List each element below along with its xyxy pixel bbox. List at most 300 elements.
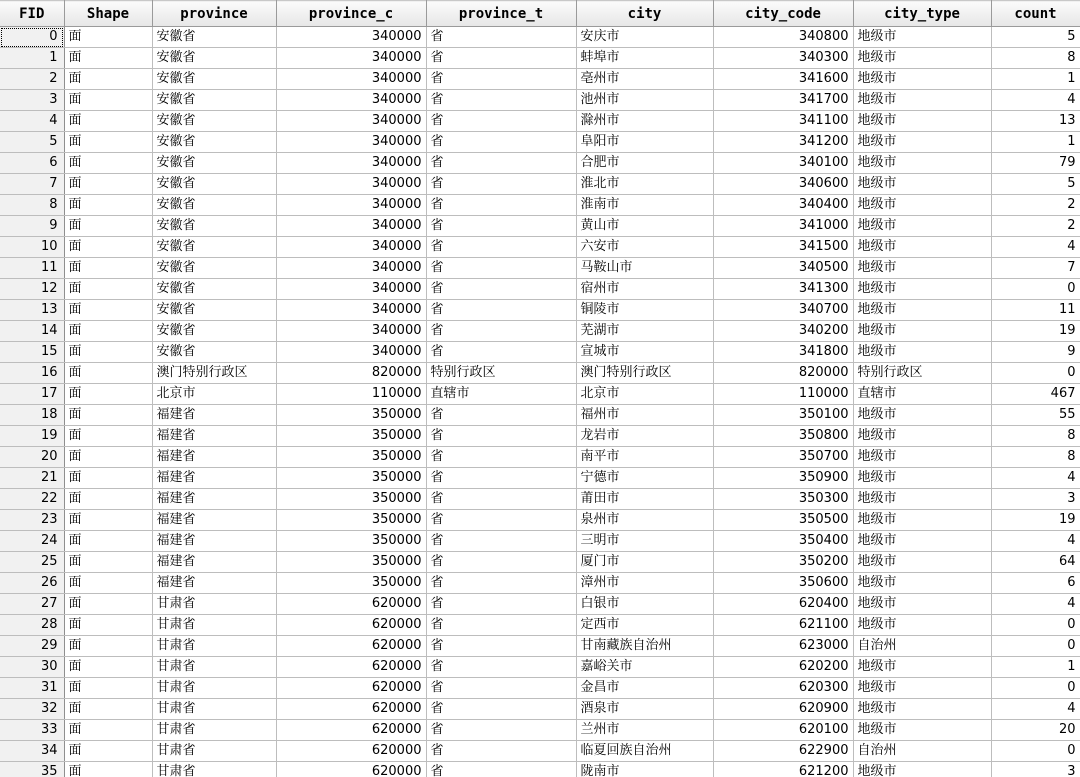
cell-province-type[interactable]: 省	[426, 27, 576, 48]
cell-fid[interactable]: 32	[0, 699, 64, 720]
cell-fid[interactable]: 35	[0, 762, 64, 777]
cell-count[interactable]: 4	[991, 594, 1080, 615]
cell-city-type[interactable]: 地级市	[853, 27, 991, 48]
cell-city[interactable]: 定西市	[576, 615, 713, 636]
cell-province-type[interactable]: 省	[426, 90, 576, 111]
cell-count[interactable]: 11	[991, 300, 1080, 321]
cell-province[interactable]: 安徽省	[152, 237, 276, 258]
column-header-city-type[interactable]: city_type	[853, 1, 991, 27]
cell-fid[interactable]: 15	[0, 342, 64, 363]
cell-fid[interactable]: 22	[0, 489, 64, 510]
cell-city[interactable]: 蚌埠市	[576, 48, 713, 69]
cell-city-code[interactable]: 341300	[713, 279, 853, 300]
cell-province-code[interactable]: 340000	[276, 216, 426, 237]
cell-province-type[interactable]: 省	[426, 510, 576, 531]
cell-shape[interactable]: 面	[64, 510, 152, 531]
cell-shape[interactable]: 面	[64, 657, 152, 678]
cell-city-type[interactable]: 地级市	[853, 111, 991, 132]
cell-count[interactable]: 19	[991, 321, 1080, 342]
cell-count[interactable]: 20	[991, 720, 1080, 741]
table-row[interactable]	[0, 468, 1080, 489]
cell-shape[interactable]: 面	[64, 300, 152, 321]
cell-count[interactable]: 4	[991, 699, 1080, 720]
cell-city-type[interactable]: 地级市	[853, 174, 991, 195]
cell-city-code[interactable]: 110000	[713, 384, 853, 405]
cell-count[interactable]: 7	[991, 258, 1080, 279]
cell-count[interactable]: 19	[991, 510, 1080, 531]
cell-province[interactable]: 安徽省	[152, 342, 276, 363]
cell-fid[interactable]: 33	[0, 720, 64, 741]
cell-fid[interactable]: 20	[0, 447, 64, 468]
cell-city[interactable]: 六安市	[576, 237, 713, 258]
cell-city[interactable]: 白银市	[576, 594, 713, 615]
cell-province[interactable]: 福建省	[152, 552, 276, 573]
cell-fid[interactable]: 3	[0, 90, 64, 111]
cell-province[interactable]: 甘肃省	[152, 741, 276, 762]
cell-city[interactable]: 三明市	[576, 531, 713, 552]
cell-city[interactable]: 淮北市	[576, 174, 713, 195]
cell-city[interactable]: 铜陵市	[576, 300, 713, 321]
cell-city-type[interactable]: 地级市	[853, 447, 991, 468]
cell-province-code[interactable]: 620000	[276, 657, 426, 678]
cell-city-type[interactable]: 地级市	[853, 657, 991, 678]
cell-shape[interactable]: 面	[64, 720, 152, 741]
table-row[interactable]	[0, 237, 1080, 258]
cell-shape[interactable]: 面	[64, 342, 152, 363]
cell-province[interactable]: 安徽省	[152, 300, 276, 321]
cell-city-code[interactable]: 621200	[713, 762, 853, 777]
table-row[interactable]	[0, 174, 1080, 195]
cell-shape[interactable]: 面	[64, 132, 152, 153]
cell-fid[interactable]: 9	[0, 216, 64, 237]
table-row[interactable]	[0, 720, 1080, 741]
cell-city-code[interactable]: 350500	[713, 510, 853, 531]
cell-city-code[interactable]: 620400	[713, 594, 853, 615]
cell-fid[interactable]: 7	[0, 174, 64, 195]
cell-count[interactable]: 0	[991, 279, 1080, 300]
table-row[interactable]	[0, 216, 1080, 237]
table-row[interactable]	[0, 426, 1080, 447]
cell-province[interactable]: 福建省	[152, 468, 276, 489]
cell-province-code[interactable]: 350000	[276, 447, 426, 468]
cell-fid[interactable]: 1	[0, 48, 64, 69]
cell-province-type[interactable]: 省	[426, 594, 576, 615]
cell-province-code[interactable]: 350000	[276, 531, 426, 552]
cell-province-type[interactable]: 省	[426, 237, 576, 258]
cell-city-type[interactable]: 直辖市	[853, 384, 991, 405]
cell-province-type[interactable]: 省	[426, 720, 576, 741]
cell-city-code[interactable]: 341000	[713, 216, 853, 237]
cell-shape[interactable]: 面	[64, 279, 152, 300]
table-row[interactable]	[0, 342, 1080, 363]
cell-city[interactable]: 滁州市	[576, 111, 713, 132]
cell-province-type[interactable]: 省	[426, 405, 576, 426]
cell-fid[interactable]: 5	[0, 132, 64, 153]
cell-count[interactable]: 1	[991, 132, 1080, 153]
cell-province-code[interactable]: 340000	[276, 258, 426, 279]
cell-province-code[interactable]: 340000	[276, 27, 426, 48]
cell-fid[interactable]: 27	[0, 594, 64, 615]
cell-shape[interactable]: 面	[64, 321, 152, 342]
cell-province[interactable]: 福建省	[152, 426, 276, 447]
cell-province-type[interactable]: 省	[426, 258, 576, 279]
cell-shape[interactable]: 面	[64, 237, 152, 258]
cell-province-type[interactable]: 省	[426, 531, 576, 552]
cell-city[interactable]: 宣城市	[576, 342, 713, 363]
cell-city[interactable]: 临夏回族自治州	[576, 741, 713, 762]
cell-city-code[interactable]: 620900	[713, 699, 853, 720]
cell-city[interactable]: 甘南藏族自治州	[576, 636, 713, 657]
cell-fid[interactable]: 21	[0, 468, 64, 489]
cell-city-code[interactable]: 341700	[713, 90, 853, 111]
cell-city-type[interactable]: 地级市	[853, 342, 991, 363]
cell-city[interactable]: 嘉峪关市	[576, 657, 713, 678]
cell-city-type[interactable]: 地级市	[853, 48, 991, 69]
cell-city-code[interactable]: 620300	[713, 678, 853, 699]
cell-province-type[interactable]: 省	[426, 573, 576, 594]
cell-province-code[interactable]: 620000	[276, 699, 426, 720]
table-row[interactable]	[0, 594, 1080, 615]
table-row[interactable]	[0, 132, 1080, 153]
cell-city[interactable]: 厦门市	[576, 552, 713, 573]
cell-count[interactable]: 13	[991, 111, 1080, 132]
cell-city-code[interactable]: 341200	[713, 132, 853, 153]
cell-count[interactable]: 467	[991, 384, 1080, 405]
cell-province[interactable]: 甘肃省	[152, 657, 276, 678]
cell-shape[interactable]: 面	[64, 174, 152, 195]
cell-count[interactable]: 4	[991, 90, 1080, 111]
column-header-city-code[interactable]: city_code	[713, 1, 853, 27]
cell-province-type[interactable]: 省	[426, 279, 576, 300]
cell-city[interactable]: 宿州市	[576, 279, 713, 300]
cell-city-type[interactable]: 地级市	[853, 762, 991, 777]
table-row[interactable]	[0, 678, 1080, 699]
cell-province[interactable]: 甘肃省	[152, 678, 276, 699]
cell-count[interactable]: 2	[991, 216, 1080, 237]
cell-fid[interactable]: 24	[0, 531, 64, 552]
table-row[interactable]	[0, 111, 1080, 132]
cell-province[interactable]: 安徽省	[152, 69, 276, 90]
cell-province-code[interactable]: 340000	[276, 237, 426, 258]
cell-city-code[interactable]: 350900	[713, 468, 853, 489]
cell-city-type[interactable]: 地级市	[853, 300, 991, 321]
cell-province-code[interactable]: 340000	[276, 174, 426, 195]
cell-shape[interactable]: 面	[64, 48, 152, 69]
cell-city-code[interactable]: 340200	[713, 321, 853, 342]
cell-fid[interactable]: 0	[0, 27, 64, 48]
cell-province-type[interactable]: 省	[426, 447, 576, 468]
cell-fid[interactable]: 2	[0, 69, 64, 90]
cell-city-type[interactable]: 地级市	[853, 552, 991, 573]
cell-shape[interactable]: 面	[64, 678, 152, 699]
cell-city[interactable]: 泉州市	[576, 510, 713, 531]
cell-city[interactable]: 酒泉市	[576, 699, 713, 720]
cell-province-type[interactable]: 省	[426, 321, 576, 342]
cell-province[interactable]: 安徽省	[152, 27, 276, 48]
cell-count[interactable]: 0	[991, 678, 1080, 699]
cell-fid[interactable]: 18	[0, 405, 64, 426]
cell-province-type[interactable]: 省	[426, 636, 576, 657]
table-row[interactable]	[0, 195, 1080, 216]
cell-city-code[interactable]: 620200	[713, 657, 853, 678]
cell-shape[interactable]: 面	[64, 699, 152, 720]
column-header-province[interactable]: province	[152, 1, 276, 27]
cell-province-type[interactable]: 省	[426, 300, 576, 321]
cell-city-type[interactable]: 地级市	[853, 531, 991, 552]
cell-fid[interactable]: 14	[0, 321, 64, 342]
cell-province-code[interactable]: 340000	[276, 342, 426, 363]
cell-province-type[interactable]: 省	[426, 468, 576, 489]
cell-shape[interactable]: 面	[64, 552, 152, 573]
cell-province[interactable]: 福建省	[152, 573, 276, 594]
cell-city-code[interactable]: 340100	[713, 153, 853, 174]
cell-province-type[interactable]: 省	[426, 174, 576, 195]
cell-count[interactable]: 5	[991, 27, 1080, 48]
cell-province-code[interactable]: 340000	[276, 132, 426, 153]
cell-count[interactable]: 9	[991, 342, 1080, 363]
cell-count[interactable]: 2	[991, 195, 1080, 216]
column-header-shape[interactable]: Shape	[64, 1, 152, 27]
cell-city-type[interactable]: 自治州	[853, 636, 991, 657]
cell-city-type[interactable]: 地级市	[853, 405, 991, 426]
table-row[interactable]	[0, 69, 1080, 90]
cell-city[interactable]: 宁德市	[576, 468, 713, 489]
cell-province-type[interactable]: 省	[426, 615, 576, 636]
cell-fid[interactable]: 17	[0, 384, 64, 405]
cell-province[interactable]: 安徽省	[152, 216, 276, 237]
cell-province[interactable]: 甘肃省	[152, 699, 276, 720]
cell-fid[interactable]: 11	[0, 258, 64, 279]
cell-province-code[interactable]: 340000	[276, 300, 426, 321]
cell-province-type[interactable]: 省	[426, 195, 576, 216]
cell-province-code[interactable]: 350000	[276, 552, 426, 573]
cell-shape[interactable]: 面	[64, 405, 152, 426]
cell-fid[interactable]: 28	[0, 615, 64, 636]
cell-city-code[interactable]: 340500	[713, 258, 853, 279]
cell-shape[interactable]: 面	[64, 636, 152, 657]
cell-city[interactable]: 兰州市	[576, 720, 713, 741]
cell-province-code[interactable]: 620000	[276, 636, 426, 657]
cell-shape[interactable]: 面	[64, 468, 152, 489]
cell-province-code[interactable]: 340000	[276, 90, 426, 111]
cell-city-type[interactable]: 地级市	[853, 573, 991, 594]
cell-province-type[interactable]: 省	[426, 342, 576, 363]
cell-city-code[interactable]: 340700	[713, 300, 853, 321]
cell-city-code[interactable]: 350700	[713, 447, 853, 468]
cell-city-code[interactable]: 340300	[713, 48, 853, 69]
cell-city-type[interactable]: 地级市	[853, 594, 991, 615]
cell-province-code[interactable]: 340000	[276, 48, 426, 69]
cell-fid[interactable]: 19	[0, 426, 64, 447]
cell-shape[interactable]: 面	[64, 258, 152, 279]
cell-city-type[interactable]: 地级市	[853, 69, 991, 90]
table-row[interactable]	[0, 258, 1080, 279]
cell-city-code[interactable]: 350400	[713, 531, 853, 552]
table-row[interactable]	[0, 48, 1080, 69]
cell-province-type[interactable]: 省	[426, 426, 576, 447]
cell-fid[interactable]: 6	[0, 153, 64, 174]
table-row[interactable]	[0, 762, 1080, 777]
cell-shape[interactable]: 面	[64, 195, 152, 216]
cell-count[interactable]: 6	[991, 573, 1080, 594]
cell-city-code[interactable]: 341100	[713, 111, 853, 132]
cell-province[interactable]: 甘肃省	[152, 762, 276, 777]
cell-shape[interactable]: 面	[64, 531, 152, 552]
table-row[interactable]	[0, 741, 1080, 762]
cell-shape[interactable]: 面	[64, 27, 152, 48]
cell-province-code[interactable]: 340000	[276, 69, 426, 90]
cell-province-code[interactable]: 350000	[276, 405, 426, 426]
cell-count[interactable]: 64	[991, 552, 1080, 573]
table-row[interactable]	[0, 153, 1080, 174]
cell-shape[interactable]: 面	[64, 615, 152, 636]
cell-city-type[interactable]: 地级市	[853, 258, 991, 279]
cell-city-type[interactable]: 地级市	[853, 699, 991, 720]
cell-province-type[interactable]: 省	[426, 111, 576, 132]
cell-shape[interactable]: 面	[64, 90, 152, 111]
cell-city[interactable]: 漳州市	[576, 573, 713, 594]
cell-province[interactable]: 安徽省	[152, 90, 276, 111]
table-row[interactable]	[0, 384, 1080, 405]
cell-province-code[interactable]: 350000	[276, 468, 426, 489]
cell-province[interactable]: 甘肃省	[152, 594, 276, 615]
cell-province[interactable]: 甘肃省	[152, 720, 276, 741]
table-row[interactable]	[0, 489, 1080, 510]
cell-shape[interactable]: 面	[64, 363, 152, 384]
cell-city-code[interactable]: 620100	[713, 720, 853, 741]
cell-city[interactable]: 北京市	[576, 384, 713, 405]
cell-count[interactable]: 4	[991, 531, 1080, 552]
cell-fid[interactable]: 23	[0, 510, 64, 531]
column-header-province-code[interactable]: province_c	[276, 1, 426, 27]
cell-count[interactable]: 0	[991, 363, 1080, 384]
cell-city[interactable]: 南平市	[576, 447, 713, 468]
table-row[interactable]	[0, 279, 1080, 300]
cell-city[interactable]: 芜湖市	[576, 321, 713, 342]
cell-province-code[interactable]: 620000	[276, 615, 426, 636]
cell-city-type[interactable]: 地级市	[853, 153, 991, 174]
cell-province[interactable]: 福建省	[152, 405, 276, 426]
cell-shape[interactable]: 面	[64, 216, 152, 237]
cell-province-code[interactable]: 620000	[276, 720, 426, 741]
cell-province-type[interactable]: 省	[426, 699, 576, 720]
cell-province-code[interactable]: 340000	[276, 195, 426, 216]
cell-city-type[interactable]: 地级市	[853, 489, 991, 510]
cell-province[interactable]: 安徽省	[152, 195, 276, 216]
cell-province[interactable]: 安徽省	[152, 111, 276, 132]
cell-city[interactable]: 马鞍山市	[576, 258, 713, 279]
cell-count[interactable]: 3	[991, 762, 1080, 777]
cell-province[interactable]: 甘肃省	[152, 636, 276, 657]
cell-fid[interactable]: 34	[0, 741, 64, 762]
cell-shape[interactable]: 面	[64, 426, 152, 447]
cell-province[interactable]: 澳门特别行政区	[152, 363, 276, 384]
cell-province-type[interactable]: 直辖市	[426, 384, 576, 405]
table-row[interactable]	[0, 510, 1080, 531]
cell-shape[interactable]: 面	[64, 384, 152, 405]
cell-province[interactable]: 安徽省	[152, 279, 276, 300]
cell-province-code[interactable]: 340000	[276, 321, 426, 342]
cell-shape[interactable]: 面	[64, 69, 152, 90]
cell-city[interactable]: 阜阳市	[576, 132, 713, 153]
cell-city-type[interactable]: 地级市	[853, 615, 991, 636]
cell-count[interactable]: 4	[991, 237, 1080, 258]
cell-fid[interactable]: 29	[0, 636, 64, 657]
table-row[interactable]	[0, 90, 1080, 111]
cell-province-type[interactable]: 省	[426, 741, 576, 762]
cell-fid[interactable]: 26	[0, 573, 64, 594]
table-row[interactable]	[0, 552, 1080, 573]
table-row[interactable]	[0, 27, 1080, 48]
cell-province-type[interactable]: 省	[426, 153, 576, 174]
cell-province-code[interactable]: 110000	[276, 384, 426, 405]
cell-fid[interactable]: 10	[0, 237, 64, 258]
table-row[interactable]	[0, 405, 1080, 426]
cell-city[interactable]: 金昌市	[576, 678, 713, 699]
cell-province[interactable]: 安徽省	[152, 48, 276, 69]
cell-city[interactable]: 龙岩市	[576, 426, 713, 447]
cell-province-type[interactable]: 省	[426, 678, 576, 699]
cell-city-code[interactable]: 341500	[713, 237, 853, 258]
column-header-city[interactable]: city	[576, 1, 713, 27]
cell-province[interactable]: 福建省	[152, 447, 276, 468]
cell-city[interactable]: 淮南市	[576, 195, 713, 216]
cell-province[interactable]: 福建省	[152, 489, 276, 510]
cell-count[interactable]: 8	[991, 447, 1080, 468]
cell-city[interactable]: 澳门特别行政区	[576, 363, 713, 384]
cell-province[interactable]: 安徽省	[152, 258, 276, 279]
cell-city-code[interactable]: 340800	[713, 27, 853, 48]
cell-province-code[interactable]: 620000	[276, 594, 426, 615]
table-row[interactable]	[0, 699, 1080, 720]
cell-count[interactable]: 0	[991, 741, 1080, 762]
cell-fid[interactable]: 12	[0, 279, 64, 300]
cell-city-type[interactable]: 地级市	[853, 510, 991, 531]
cell-city-code[interactable]: 350200	[713, 552, 853, 573]
table-row[interactable]	[0, 363, 1080, 384]
cell-count[interactable]: 0	[991, 636, 1080, 657]
cell-city-type[interactable]: 地级市	[853, 237, 991, 258]
cell-city-code[interactable]: 350600	[713, 573, 853, 594]
cell-province-code[interactable]: 340000	[276, 153, 426, 174]
cell-count[interactable]: 79	[991, 153, 1080, 174]
cell-count[interactable]: 8	[991, 426, 1080, 447]
cell-city-type[interactable]: 地级市	[853, 720, 991, 741]
cell-city-code[interactable]: 820000	[713, 363, 853, 384]
cell-city[interactable]: 福州市	[576, 405, 713, 426]
cell-city-code[interactable]: 340400	[713, 195, 853, 216]
cell-province-code[interactable]: 340000	[276, 111, 426, 132]
cell-province-code[interactable]: 350000	[276, 573, 426, 594]
table-row[interactable]	[0, 573, 1080, 594]
cell-city-type[interactable]: 地级市	[853, 678, 991, 699]
cell-shape[interactable]: 面	[64, 594, 152, 615]
cell-city-type[interactable]: 地级市	[853, 426, 991, 447]
cell-shape[interactable]: 面	[64, 447, 152, 468]
cell-count[interactable]: 1	[991, 69, 1080, 90]
cell-province-code[interactable]: 620000	[276, 762, 426, 777]
table-row[interactable]	[0, 615, 1080, 636]
cell-province-code[interactable]: 620000	[276, 678, 426, 699]
cell-shape[interactable]: 面	[64, 762, 152, 777]
cell-province-type[interactable]: 省	[426, 216, 576, 237]
cell-city-code[interactable]: 350800	[713, 426, 853, 447]
cell-city-code[interactable]: 340600	[713, 174, 853, 195]
cell-shape[interactable]: 面	[64, 111, 152, 132]
cell-fid[interactable]: 31	[0, 678, 64, 699]
cell-count[interactable]: 55	[991, 405, 1080, 426]
cell-province-type[interactable]: 省	[426, 657, 576, 678]
